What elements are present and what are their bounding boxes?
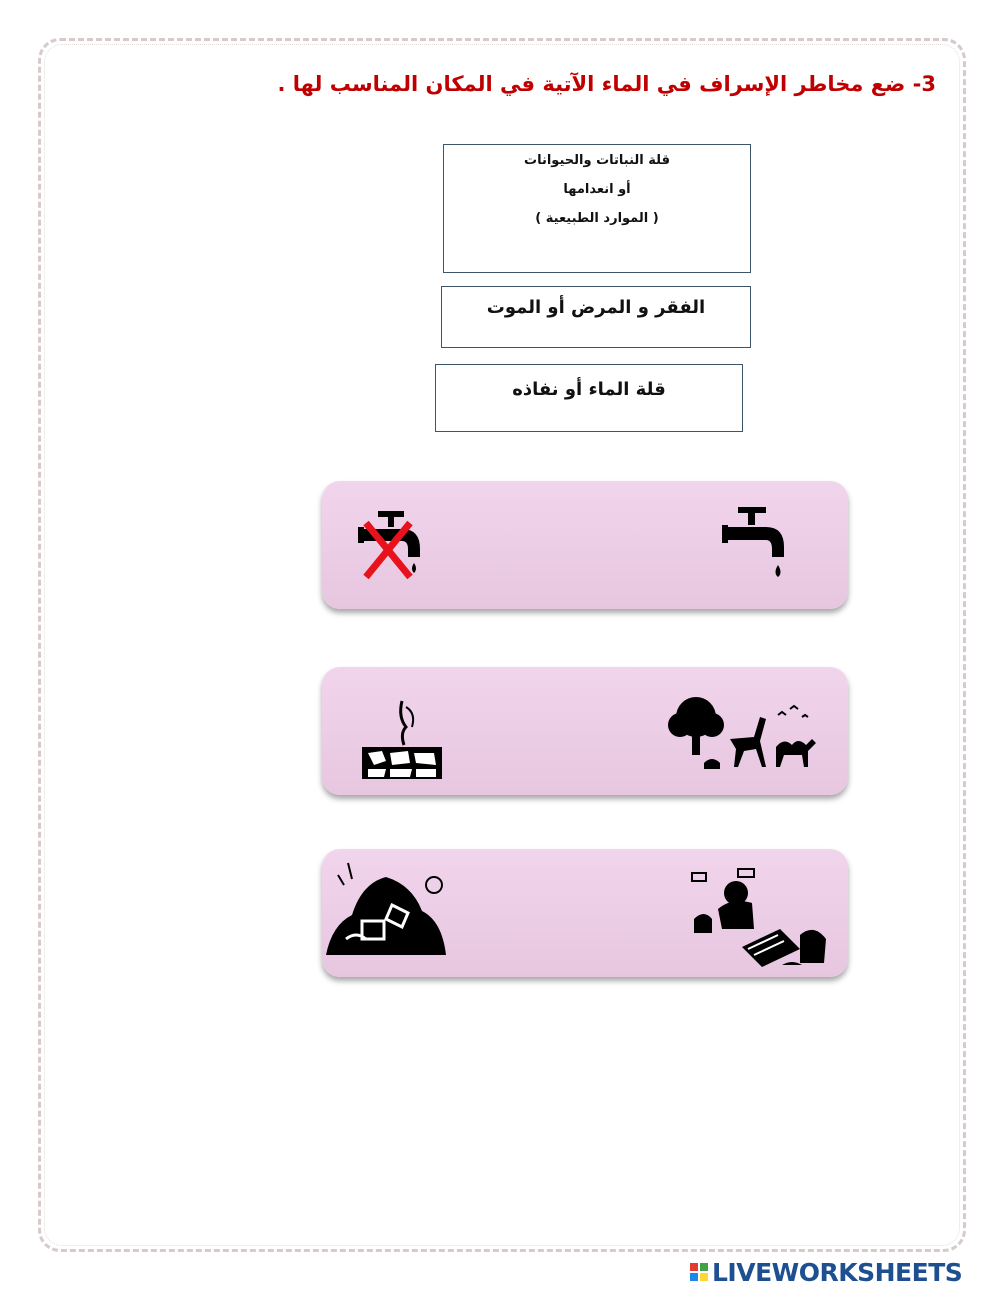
answer-line: قلة النباتات والحيوانات (524, 153, 670, 168)
liveworksheets-logo (690, 1257, 962, 1287)
answer-line: أو انعدامها (563, 182, 631, 197)
water-tap-icon (722, 505, 788, 581)
brand-name: LIVEWORKSHEETS (712, 1257, 963, 1287)
tree-and-animals-icon (668, 693, 818, 773)
crossed-tap-icon (358, 509, 424, 581)
answer-box-poverty[interactable]: الفقر و المرض أو الموت (441, 286, 751, 348)
drop-zone-panel-3[interactable] (322, 849, 848, 977)
poverty-scene-icon (682, 863, 832, 969)
drop-zone-panel-2[interactable] (322, 667, 848, 795)
logo-square (700, 1263, 708, 1271)
dry-cracked-soil-icon (360, 697, 444, 781)
logo-square (690, 1263, 698, 1271)
answer-line: ( الموارد الطبيعية ) (535, 211, 659, 226)
answer-box-plants-animals[interactable] (443, 144, 751, 273)
drop-zone-panel-1[interactable] (322, 481, 848, 609)
logo-square (690, 1273, 698, 1281)
logo-mark-icon (690, 1263, 708, 1281)
answer-box-water-shortage[interactable]: قلة الماء أو نفاذه (435, 364, 743, 432)
logo-square (700, 1273, 708, 1281)
garbage-pile-icon (322, 855, 452, 965)
question-title: 3- ضع مخاطر الإسراف في الماء الآتية في المكان المناسب لها . (277, 72, 936, 96)
